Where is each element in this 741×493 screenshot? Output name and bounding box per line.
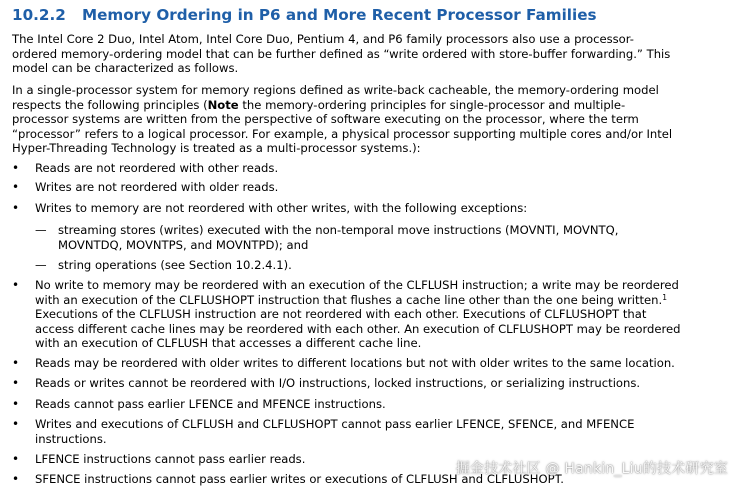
- dash-icon: —: [35, 223, 47, 237]
- watermark: 掘金技术社区 @ Hankin_Liu的技术研究室: [455, 461, 728, 477]
- section-number: 10.2.2: [12, 6, 66, 24]
- text-line: In a single-processor system for memory regions defined as write-back cacheable, the memory-ordering model: [12, 83, 659, 97]
- section-heading: [12, 5, 597, 25]
- text-line: Hyper-Threading Technology is treated as a multi-processor systems.):: [12, 141, 421, 156]
- principles-paragraph: [12, 83, 737, 156]
- text-line: The Intel Core 2 Duo, Intel Atom, Intel Core Duo, Pentium 4, and P6 family processors also use a processor-: [12, 32, 634, 46]
- bullet-icon: •: [12, 472, 20, 486]
- bullet-text: Reads are not reordered with other reads.: [35, 161, 279, 175]
- text-line: No write to memory may be reordered with an execution of the CLFLUSH instruction; a write may be reordered: [35, 278, 679, 292]
- bullet-text: SFENCE instructions cannot pass earlier writes or executions of CLFLUSH and CLFLUSHOPT.: [35, 472, 564, 486]
- note-label: Note: [207, 97, 239, 112]
- section-title: Memory Ordering in P6 and More Recent Processor Families: [82, 6, 597, 24]
- bullet-icon: •: [12, 376, 20, 390]
- sub-bullet-text: [58, 223, 698, 252]
- text-span: respects the following principles (: [12, 97, 208, 112]
- text-line: with an execution of CLFLUSH that accesses a different cache line.: [35, 336, 422, 351]
- bullet-text: Writes are not reordered with older reads.: [35, 180, 279, 194]
- bullet-icon: •: [12, 180, 20, 194]
- text-line: model can be characterized as follows.: [12, 61, 239, 76]
- text-span: the memory-ordering principles for single-processor and multiple-: [238, 97, 626, 112]
- bullet-icon: •: [12, 452, 20, 466]
- bullet-text: Writes to memory are not reordered with other writes, with the following exceptions:: [35, 201, 528, 215]
- bullet-text: LFENCE instructions cannot pass earlier reads.: [35, 452, 306, 466]
- bullet-icon: •: [12, 356, 20, 370]
- text-line: [35, 293, 735, 308]
- intro-paragraph: [12, 32, 737, 76]
- footnote-marker: 1: [662, 292, 667, 302]
- bullet-icon: •: [12, 278, 20, 292]
- bullet-text: Reads cannot pass earlier LFENCE and MFENCE instructions.: [35, 397, 386, 411]
- bullet-text: Reads or writes cannot be reordered with I/O instructions, locked instructions, or serializing instructions.: [35, 376, 641, 390]
- bullet-icon: •: [12, 161, 20, 175]
- bullet-icon: •: [12, 397, 20, 411]
- text-line: MOVNTDQ, MOVNTPS, and MOVNTPD); and: [58, 237, 309, 252]
- text-line: access different cache lines may be reordered with each other. An execution of CLFLUSHOPT may be reordered: [35, 321, 681, 336]
- text-line: streaming stores (writes) executed with the non-temporal move instructions (MOVNTI, MOVNTQ,: [58, 223, 619, 237]
- bullet-text: Reads may be reordered with older writes to different locations but not with older writes to the same location.: [35, 356, 675, 370]
- bullet-icon: •: [12, 417, 20, 431]
- bullet-text: [35, 417, 735, 446]
- text-line: [12, 98, 737, 113]
- text-line: instructions.: [35, 431, 107, 446]
- text-line: Executions of the CLFLUSH instruction are not reordered with each other. Executions of CLFLUSHOPT that: [35, 307, 647, 322]
- bullet-text: [35, 278, 735, 351]
- text-line: “processor” refers to a logical processor. For example, a physical processor supporting multiple cores and/or Intel: [12, 126, 673, 141]
- dash-icon: —: [35, 258, 47, 272]
- bullet-icon: •: [12, 201, 20, 215]
- text-line: processor systems are written from the perspective of software executing on the processor, where the term: [12, 112, 639, 127]
- text-line: Writes and executions of CLFLUSH and CLFLUSHOPT cannot pass earlier LFENCE, SFENCE, and MFENCE: [35, 417, 635, 431]
- text-line: ordered memory-ordering model that can be further defined as “write ordered with store-buffer forwarding.” This: [12, 46, 671, 61]
- text-span: with an execution of the CLFLUSHOPT instruction that flushes a cache line other than the one being written.: [35, 292, 663, 307]
- sub-bullet-text: string operations (see Section 10.2.4.1).: [58, 258, 292, 272]
